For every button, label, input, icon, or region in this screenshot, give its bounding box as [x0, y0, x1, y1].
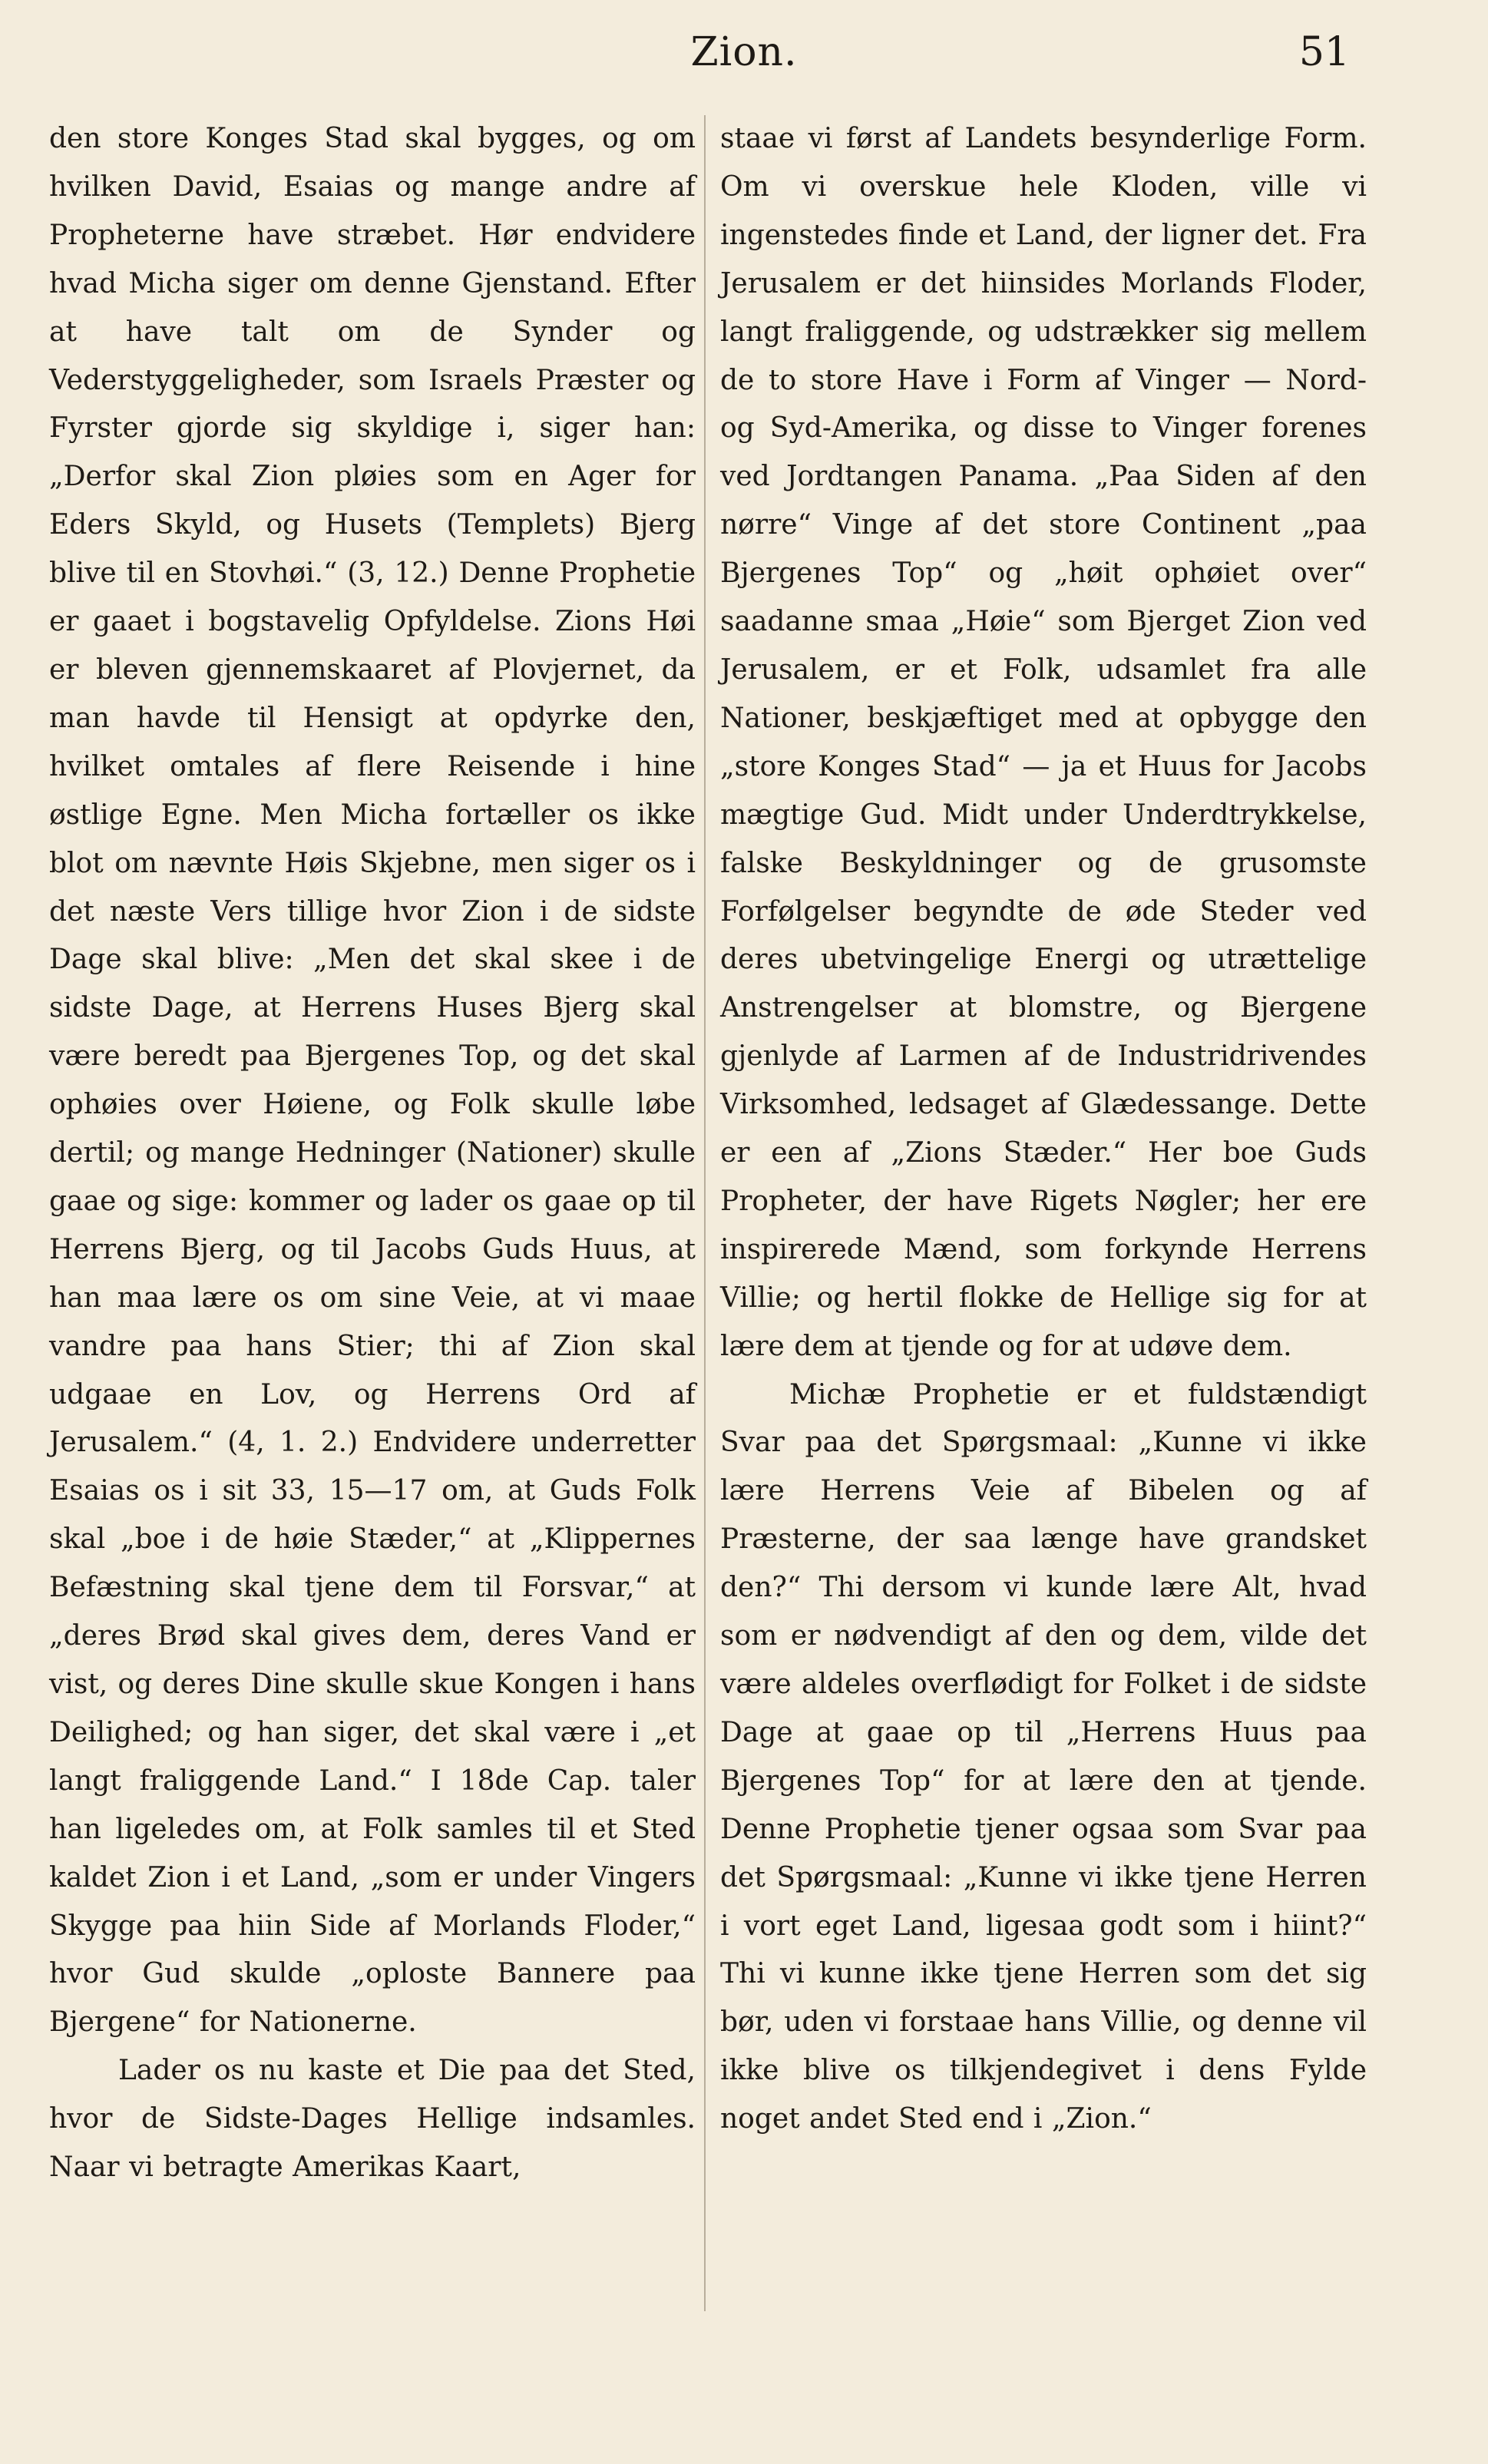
- right-paragraph-1: staae vi først af Landets besynderlige Form. Om vi overskue hele Kloden, ville vi ingenstedes finde et Land, der ligner det. Fra Jerusalem er det hiinsides Morlands Floder, langt fraliggende, og udstrækker sig mellem de to store Have i Form af Vinger — Nord- og Syd-Amerika, og disse to Vinger forenes ved Jordtangen Panama. „Paa Siden af den nørre“ Vinge af det store Continent „paa Bjergenes Top“ og „høit ophøiet over“ saadanne smaa „Høie“ som Bjerget Zion ved Jerusalem, er et Folk, udsamlet fra alle Nationer, beskjæftiget med at opbygge den „store Konges Stad“ — ja et Huus for Jacobs mægtige Gud. Midt under Underdtrykkelse, falske Beskyldninger og de grusomste Forfølgelser begyndte de øde Steder ved deres ubetvingelige Energi og utrættelige Anstrengelser at blomstre, og Bjergene gjenlyde af Larmen af de Industridrivendes Virksomhed, ledsaget af Glædessange. Dette er een af „Zions Stæder.“ Her boe Guds Propheter, der have Rigets Nøgler; her ere inspirerede Mænd, som forkynde Herrens Villie; og hertil flokke de Hellige sig for at lære dem at tjende og for at udøve dem.: [720, 123, 1367, 1362]
- page-number: 51: [1298, 29, 1350, 75]
- right-column: [720, 115, 1367, 2144]
- running-head: Zion.: [690, 29, 798, 75]
- left-column: [49, 115, 696, 2192]
- right-paragraph-2: Michæ Prophetie er et fuldstændigt Svar paa det Spørgsmaal: „Kunne vi ikke lære Herrens Veie af Bibelen og af Præsterne, der saa længe have grandsket den?“ Thi dersom vi kunde lære Alt, hvad som er nødvendigt af den og dem, vilde det være aldeles overflødigt for Folket i de sidste Dage at gaae op til „Herrens Huus paa Bjergenes Top“ for at lære den at tjende. Denne Prophetie tjener ogsaa som Svar paa det Spørgsmaal: „Kunne vi ikke tjene Herren i vort eget Land, ligesaa godt som i hiint?“ Thi vi kunne ikke tjene Herren som det sig bør, uden vi forstaae hans Villie, og denne vil ikke blive os tilkjendegivet i dens Fylde noget andet Sted end i „Zion.“: [720, 1378, 1367, 2135]
- column-divider: [704, 115, 706, 2311]
- left-paragraph-2: Lader os nu kaste et Die paa det Sted, hvor de Sidste-Dages Hellige indsamles. Naar vi betragte Amerikas Kaart,: [49, 2055, 696, 2184]
- page-header: [0, 0, 1488, 84]
- left-paragraph-1: den store Konges Stad skal bygges, og om hvilken David, Esaias og mange andre af Propheterne have stræbet. Hør endvidere hvad Micha siger om denne Gjenstand. Efter at have talt om de Synder og Vederstyggeligheder, som Israels Præster og Fyrster gjorde sig skyldige i, siger han: „Derfor skal Zion pløies som en Ager for Eders Skyld, og Husets (Templets) Bjerg blive til en Stovhøi.“ (3, 12.) Denne Prophetie er gaaet i bogstavelig Opfyldelse. Zions Høi er bleven gjennemskaaret af Plovjernet, da man havde til Hensigt at opdyrke den, hvilket omtales af flere Reisende i hine østlige Egne. Men Micha fortæller os ikke blot om nævnte Høis Skjebne, men siger os i det næste Vers tillige hvor Zion i de sidste Dage skal blive: „Men det skal skee i de sidste Dage, at Herrens Huses Bjerg skal være beredt paa Bjergenes Top, og det skal ophøies over Høiene, og Folk skulle løbe dertil; og mange Hedninger (Nationer) skulle gaae og sige: kommer og lader os gaae op til Herrens Bjerg, og til Jacobs Guds Huus, at han maa lære os om sine Veie, at vi maae vandre paa hans Stier; thi af Zion skal udgaae en Lov, og Herrens Ord af Jerusalem.“ (4, 1. 2.) Endvidere underretter Esaias os i sit 33, 15—17 om, at Guds Folk skal „boe i de høie Stæder,“ at „Klippernes Befæstning skal tjene dem til Forsvar,“ at „deres Brød skal gives dem, deres Vand er vist, og deres Dine skulle skue Kongen i hans Deilighed; og han siger, det skal være i „et langt fraliggende Land.“ I 18de Cap. taler han ligeledes om, at Folk samles til et Sted kaldet Zion i et Land, „som er under Vingers Skygge paa hiin Side af Morlands Floder,“ hvor Gud skulde „oploste Bannere paa Bjergene“ for Nationerne.: [49, 123, 696, 2039]
